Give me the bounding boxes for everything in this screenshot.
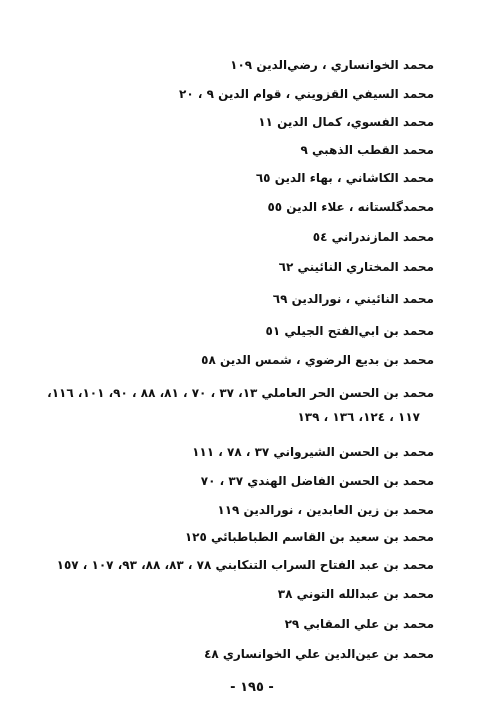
index-entry: محمد بن عين‌الدين علي الخوانساري ٤٨ — [204, 647, 434, 661]
index-entry: محمد المازندراني ٥٤ — [312, 230, 434, 244]
index-entry: محمد بن ابي‌الفتح الجيلي ٥١ — [265, 324, 434, 338]
index-entry: محمد بن سعيد بن القاسم الطباطبائي ١٢٥ — [184, 530, 434, 544]
index-entry: محمد بن الحسن الفاضل الهندي ٣٧ ، ٧٠ — [200, 474, 434, 488]
index-entry: محمد بن بديع الرضوي ، شمس الدين ٥٨ — [201, 353, 434, 367]
index-entry: محمد السيفي القزويني ، قوام الدين ٩ ، ٢٠ — [179, 87, 434, 101]
index-entry: محمد بن علي المقابي ٢٩ — [284, 617, 434, 631]
index-entry: محمدگلستانه ، علاء الدين ٥٥ — [267, 200, 434, 214]
index-entry: محمد بن عبد الفتاح السراب التنكابني ٧٨ ، ٨٣، ٨٨، ٩٣، ١٠٧ ، ١٥٧ — [56, 558, 434, 572]
index-entry: محمد بن زين العابدين ، نورالدين ١١٩ — [217, 503, 434, 517]
index-entry: محمد الفسوي، كمال الدين ١١ — [258, 115, 434, 129]
page-number: - ١٩٥ - — [230, 680, 274, 695]
index-entry: محمد النائيني ، نورالدين ٦٩ — [272, 292, 434, 306]
index-entry: محمد المختاري النائيني ٦٢ — [278, 260, 434, 274]
index-entry: محمد بن الحسن الحر العاملي ١٣، ٣٧ ، ٧٠ ، ٨١، ٨٨ ، ٩٠، ١٠١، ١١٦، — [47, 386, 434, 400]
index-entry: محمد بن الحسن الشيرواني ٣٧ ، ٧٨ ، ١١١ — [192, 445, 434, 459]
index-entry-continuation: ١١٧ ، ١٢٤، ١٣٦ ، ١٣٩ — [297, 410, 420, 424]
index-entry: محمد الكاشاني ، بهاء الدين ٦٥ — [255, 171, 434, 185]
index-entry: محمد الخوانساري ، رضي‌الدين ١٠٩ — [230, 58, 434, 72]
index-entry: محمد بن عبدالله التوني ٣٨ — [277, 587, 434, 601]
index-entry: محمد القطب الذهبي ٩ — [300, 143, 434, 157]
